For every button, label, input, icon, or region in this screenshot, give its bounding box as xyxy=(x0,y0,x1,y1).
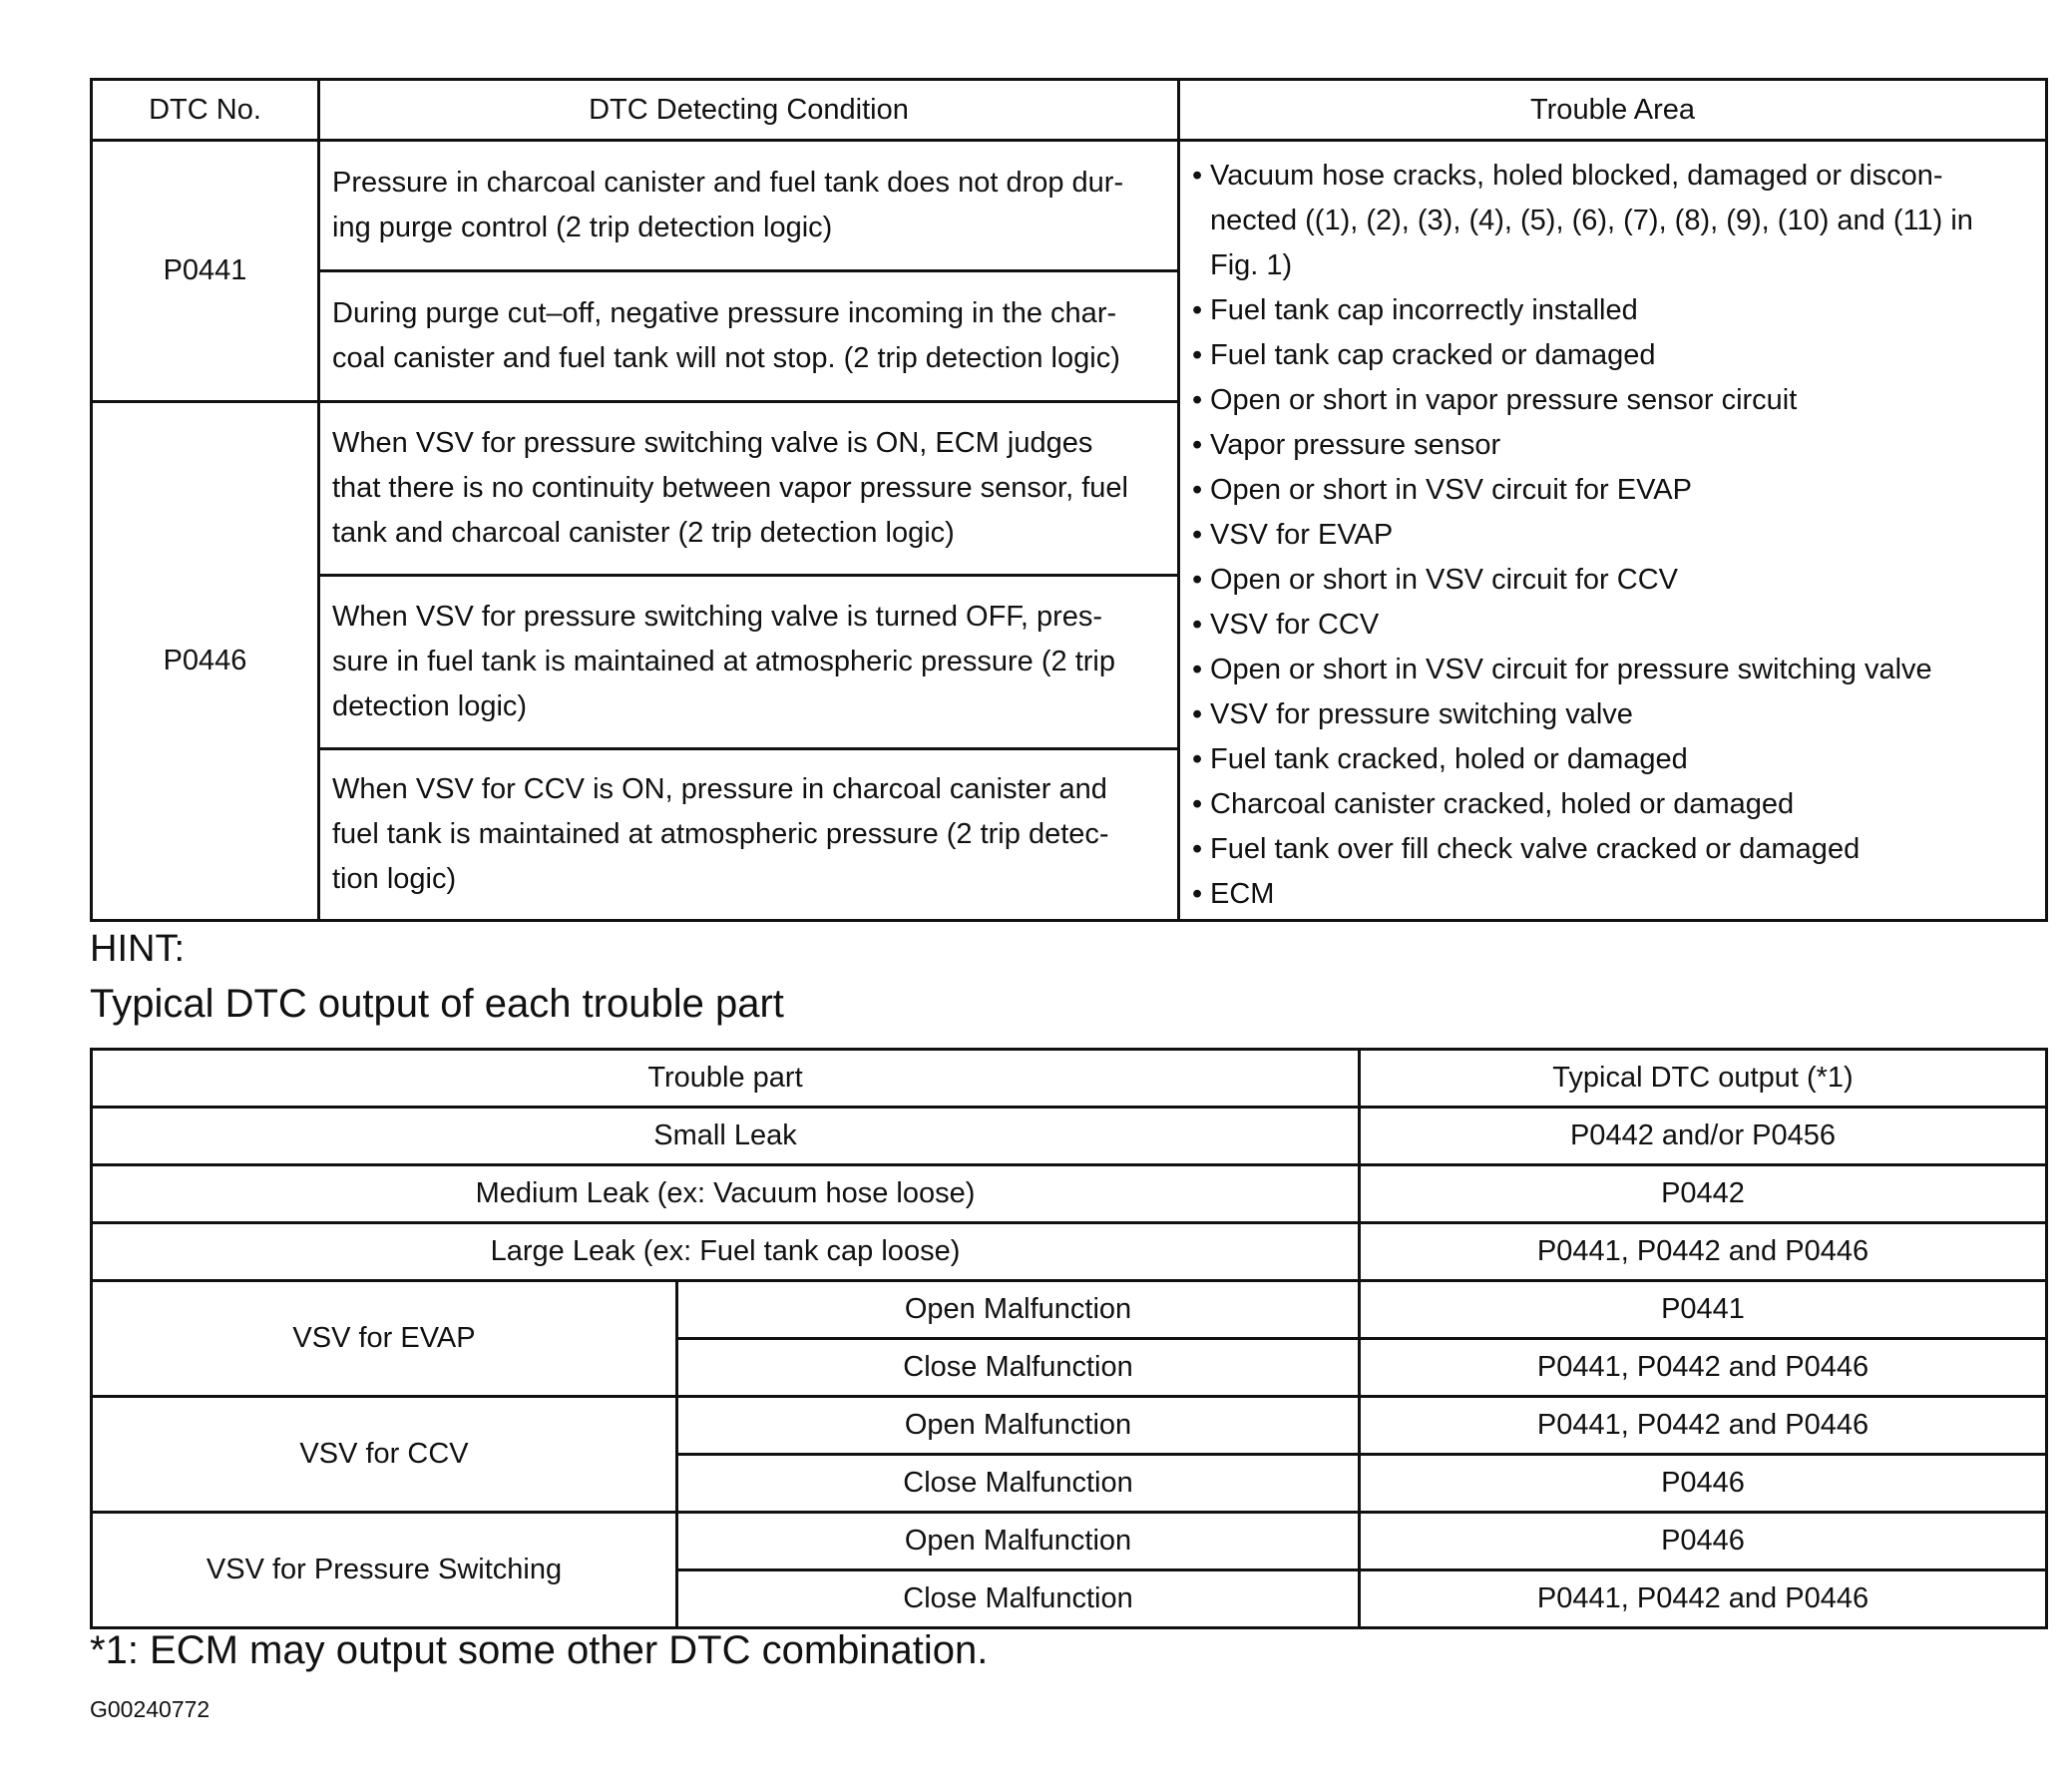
trouble-part-cell: Large Leak (ex: Fuel tank cap loose) xyxy=(92,1223,1360,1281)
list-item: • Open or short in vapor pressure sensor circuit xyxy=(1192,378,2031,423)
trouble-part-cell: Medium Leak (ex: Vacuum hose loose) xyxy=(92,1165,1360,1223)
typical-dtc-output-table xyxy=(90,1048,2048,1629)
list-item: • Vapor pressure sensor xyxy=(1192,423,2031,468)
malfunction-mode-cell: Close Malfunction xyxy=(677,1570,1360,1628)
figure-id: G00240772 xyxy=(90,1696,210,1722)
footnote: *1: ECM may output some other DTC combination. xyxy=(90,1628,989,1672)
dtc-no-header: DTC No. xyxy=(92,80,319,141)
malfunction-mode-cell: Close Malfunction xyxy=(677,1455,1360,1513)
list-item: • Fuel tank cap cracked or damaged xyxy=(1192,333,2031,378)
table-row xyxy=(92,1223,2047,1281)
condition-text: During purge cut–off, negative pressure incoming in the char- coal canister and fuel tank will not stop. (2 trip detection logic) xyxy=(332,297,1120,374)
dtc-output-cell: P0441 xyxy=(1360,1281,2047,1339)
condition-header: DTC Detecting Condition xyxy=(319,80,1179,141)
dtc-output-cell: P0442 and/or P0456 xyxy=(1360,1108,2047,1165)
trouble-part-cell: Small Leak xyxy=(92,1108,1360,1165)
condition-cell xyxy=(319,402,1179,576)
condition-text: When VSV for pressure switching valve is ON, ECM judges that there is no continuity between vapor pressure sensor, fuel tank and charcoal canister (2 trip detection logic) xyxy=(332,427,1128,549)
output-table-header-row xyxy=(92,1050,2047,1108)
list-item: • ECM xyxy=(1192,872,2031,917)
malfunction-mode-cell: Open Malfunction xyxy=(677,1281,1360,1339)
trouble-area-list xyxy=(1192,154,2031,917)
list-item: • Open or short in VSV circuit for pressure switching valve xyxy=(1192,648,2031,692)
dtc-output-cell: P0441, P0442 and P0446 xyxy=(1360,1570,2047,1628)
table-row xyxy=(92,1397,2047,1455)
condition-text: When VSV for CCV is ON, pressure in charcoal canister and fuel tank is maintained at atmospheric pressure (2 trip detec- tion logic) xyxy=(332,773,1109,895)
list-item: • VSV for EVAP xyxy=(1192,513,2031,558)
list-item: • Fuel tank cap incorrectly installed xyxy=(1192,288,2031,333)
table-row xyxy=(92,1165,2047,1223)
table-row xyxy=(92,1513,2047,1570)
dtc-output-cell: P0446 xyxy=(1360,1513,2047,1570)
list-item: • Charcoal canister cracked, holed or damaged xyxy=(1192,782,2031,827)
list-item: • Open or short in VSV circuit for EVAP xyxy=(1192,468,2031,513)
dtc-condition-table xyxy=(90,78,2048,922)
list-item: • Open or short in VSV circuit for CCV xyxy=(1192,558,2031,603)
list-item: • VSV for pressure switching valve xyxy=(1192,692,2031,737)
hint-subtitle: Typical DTC output of each trouble part xyxy=(90,982,784,1026)
list-item: • Fuel tank cracked, holed or damaged xyxy=(1192,737,2031,782)
dtc-table-header-row xyxy=(92,80,2047,141)
condition-cell xyxy=(319,576,1179,749)
table-row xyxy=(92,141,2047,271)
condition-text: When VSV for pressure switching valve is turned OFF, pres- sure in fuel tank is maintained at atmospheric pressure (2 trip detection logic) xyxy=(332,601,1115,722)
list-item: • Fuel tank over fill check valve cracked or damaged xyxy=(1192,827,2031,872)
dtc-output-cell: P0441, P0442 and P0446 xyxy=(1360,1339,2047,1397)
trouble-part-group-cell: VSV for EVAP xyxy=(92,1281,677,1397)
dtc-output-cell: P0442 xyxy=(1360,1165,2047,1223)
malfunction-mode-cell: Close Malfunction xyxy=(677,1339,1360,1397)
hint-label: HINT: xyxy=(90,928,185,970)
list-item: • Vacuum hose cracks, holed blocked, damaged or discon- nected ((1), (2), (3), (4), (5), (6), (7), (8), (9), (10) and (11) in Fig. 1) xyxy=(1192,154,2031,288)
condition-text: Pressure in charcoal canister and fuel tank does not drop dur- ing purge control (2 trip detection logic) xyxy=(332,167,1124,243)
dtc-output-cell: P0446 xyxy=(1360,1455,2047,1513)
trouble-area-header: Trouble Area xyxy=(1179,80,2047,141)
malfunction-mode-cell: Open Malfunction xyxy=(677,1513,1360,1570)
condition-cell xyxy=(319,271,1179,402)
table-row xyxy=(92,1108,2047,1165)
typical-output-header: Typical DTC output (*1) xyxy=(1360,1050,2047,1108)
condition-cell xyxy=(319,141,1179,271)
malfunction-mode-cell: Open Malfunction xyxy=(677,1397,1360,1455)
condition-cell xyxy=(319,749,1179,921)
dtc-output-cell: P0441, P0442 and P0446 xyxy=(1360,1223,2047,1281)
trouble-part-group-cell: VSV for CCV xyxy=(92,1397,677,1513)
dtc-output-cell: P0441, P0442 and P0446 xyxy=(1360,1397,2047,1455)
trouble-area-cell xyxy=(1179,141,2047,921)
list-item: • VSV for CCV xyxy=(1192,603,2031,648)
trouble-part-group-cell: VSV for Pressure Switching xyxy=(92,1513,677,1628)
dtc-code-p0441: P0441 xyxy=(92,141,319,402)
dtc-code-p0446: P0446 xyxy=(92,402,319,921)
trouble-part-header: Trouble part xyxy=(92,1050,1360,1108)
table-row xyxy=(92,1281,2047,1339)
